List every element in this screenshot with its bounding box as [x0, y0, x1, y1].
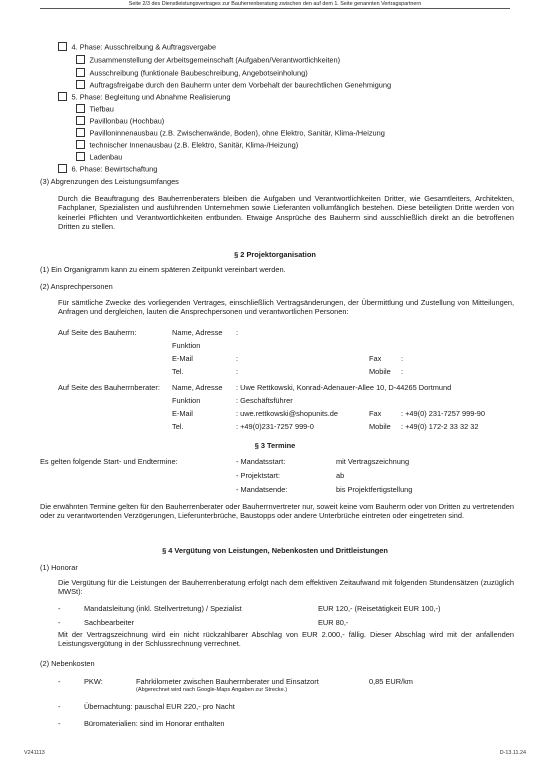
header-divider: [40, 8, 510, 9]
rate-value: EUR 80,-: [318, 618, 349, 627]
phase-5-item: [76, 152, 122, 162]
phase-4-label: 4. Phase: Ausschreibung & Auftragsvergabe: [71, 42, 217, 52]
phase-5-checkbox[interactable]: [58, 92, 67, 101]
berater-tel-value: : +49(0)231-7257 999-0: [236, 422, 314, 431]
phase-6-label: 6. Phase: Bewirtschaftung: [71, 164, 158, 174]
cost-pkw-label: PKW:: [84, 677, 103, 686]
cost-uebernachtung-text: Übernachtung: pauschal EUR 220,- pro Nacht: [84, 702, 235, 711]
page-header: [0, 1, 550, 8]
berater-tel-label: Tel.: [172, 422, 184, 431]
phase-4-item-checkbox[interactable]: [76, 55, 85, 64]
phase-5-label: 5. Phase: Begleitung und Abnahme Realisierung: [71, 92, 231, 102]
phase-4-item-label: Auftragsfreigabe durch den Bauherrn unter dem Vorbehalt der baurechtlichen Genehmigung: [89, 80, 392, 90]
berater-name-label: Name, Adresse: [172, 383, 223, 392]
rate-row: [58, 604, 242, 613]
rate-bullet: -: [58, 604, 61, 613]
cost-bullet: -: [58, 719, 61, 728]
sec2-p2-text: Für sämtliche Zwecke des vorliegenden Vertrages, einschließlich Vertragsänderungen, der Übermittlung und Zustellung von Mitteilungen, Anfragen und dergleichen, lauten die Ansprechpersonen und verantwortlichen Personen:: [58, 298, 514, 317]
berater-mobile-value: : +49(0) 172-2 33 32 32: [401, 422, 479, 431]
phase-4-item: [76, 68, 308, 78]
rate-label: Sachbearbeiter: [84, 618, 135, 627]
berater-fax-value: : +49(0) 231-7257 999-90: [401, 409, 486, 418]
phase-5-item: [76, 128, 385, 138]
sec3-row-label: - Mandatsstart:: [236, 457, 286, 466]
footer-left: V241113: [24, 750, 45, 756]
bauherr-tel-value: :: [236, 367, 239, 376]
sec2-title: § 2 Projektorganisation: [234, 250, 316, 259]
phase-5-item-label: Pavilloninnenausbau (z.B. Zwischenwände, Boden), ohne Elektro, Sanitär, Klima-/Heizung: [89, 128, 385, 138]
rate-bullet: -: [58, 618, 61, 627]
sec4-h1: (1) Honorar: [40, 563, 78, 572]
phase-5-item-label: Pavillonbau (Hochbau): [89, 116, 165, 126]
phase-5-item-checkbox[interactable]: [76, 116, 85, 125]
phase-4: [58, 42, 216, 52]
sec3-row-label: - Projektstart:: [236, 471, 280, 480]
header-title: Seite 2/3 des Dienstleistungsvertrages zur Bauherrenberatung zwischen den auf dem 1. Seite genannten Vertragspartnern: [128, 1, 422, 7]
phase-6-checkbox[interactable]: [58, 164, 67, 173]
bauherr-mobile-value: :: [401, 367, 404, 376]
footer-right: D-13.11.24: [499, 750, 526, 756]
berater-funktion-label: Funktion: [172, 396, 201, 405]
phase-5-item: [76, 116, 164, 126]
bauherr-fax-label: Fax: [369, 354, 382, 363]
cost-pkw-desc: Fahrkilometer zwischen Bauherrnberater und Einsatzort: [136, 677, 319, 686]
bauherr-side-label: Auf Seite des Bauherrn:: [58, 328, 137, 337]
rate-row: [58, 618, 134, 627]
sec3-row-value: bis Projektfertigstellung: [336, 485, 413, 494]
phase-4-checkbox[interactable]: [58, 42, 67, 51]
sec3-row-value: ab: [336, 471, 345, 480]
bauherr-email-value: :: [236, 354, 239, 363]
sec3-text: Die erwähnten Termine gelten für den Bauherrenberater oder Bauherrnvertreter nur, soweit keine vom Bauherrn oder von Dritten zu vertretenden oder zu verantwortenden Verzögerungen, Lieferunterbrüche, Baustopps oder andere Unterbrüche eintreten oder eingetreten sind.: [40, 502, 514, 521]
sec4-h1-text: Die Vergütung für die Leistungen der Bauherrenberatung erfolgt nach dem effektiven Zeitaufwand mit folgenden Stundensätzen (zuzüglich MWSt):: [58, 578, 514, 597]
bauherr-fax-value: :: [401, 354, 404, 363]
cost-pkw: [58, 677, 103, 686]
bauherr-email-label: E-Mail: [172, 354, 193, 363]
phase-5-item-label: Ladenbau: [89, 152, 123, 162]
cost-bueromaterial-text: Büromaterialien: sind im Honorar enthalten: [84, 719, 225, 728]
cost-pkw-note: (Abgerechnet wird nach Google-Maps Angaben zur Strecke.): [136, 687, 288, 693]
bauherr-tel-label: Tel.: [172, 367, 184, 376]
sec4-h1-text2: Mit der Vertragszeichnung wird ein nicht rückzahlbarer Abschlag von EUR 2.000,- fällig. Dieser Abschlag wird mit der anfallenden Leistungsvergütung in der Schlussrechnung verrechnet.: [58, 630, 514, 649]
phase-5-item: [76, 104, 114, 114]
bauherr-mobile-label: Mobile: [369, 367, 391, 376]
phase-6: [58, 164, 157, 174]
sec3-title: § 3 Termine: [254, 441, 296, 450]
phase-4-item: [76, 55, 340, 65]
phase-4-item-checkbox[interactable]: [76, 80, 85, 89]
phase-4-item-checkbox[interactable]: [76, 68, 85, 77]
sec3-intro: Es gelten folgende Start- und Endtermine:: [40, 457, 178, 466]
rate-label: Mandatsleitung (inkl. Stellvertretung) / Spezialist: [84, 604, 242, 613]
phase-5-item-label: Tiefbau: [89, 104, 114, 114]
phase-5-item-checkbox[interactable]: [76, 104, 85, 113]
phase-4-item: [76, 80, 391, 90]
sec2-p1: (1) Ein Organigramm kann zu einem späteren Zeitpunkt vereinbart werden.: [40, 265, 286, 274]
berater-fax-label: Fax: [369, 409, 382, 418]
cost-bullet: -: [58, 702, 61, 711]
cost-pkw-value: 0,85 EUR/km: [369, 677, 413, 686]
cost-bullet: -: [58, 677, 61, 686]
phase-5-item-checkbox[interactable]: [76, 140, 85, 149]
cost-uebernachtung: [58, 702, 235, 711]
bauherr-funktion-label: Funktion: [172, 341, 201, 350]
bauherr-name-label: Name, Adresse: [172, 328, 223, 337]
berater-email-label: E-Mail: [172, 409, 193, 418]
phase-5-item: [76, 140, 298, 150]
sec2-p2: (2) Ansprechpersonen: [40, 282, 113, 291]
sec4-title: § 4 Vergütung von Leistungen, Nebenkosten und Drittleistungen: [162, 546, 388, 555]
sec3-row-value: mit Vertragszeichnung: [336, 457, 410, 466]
berater-funktion-value: : Geschäftsführer: [236, 396, 293, 405]
berater-mobile-label: Mobile: [369, 422, 391, 431]
section-3-text: Durch die Beauftragung des Bauherrenberaters bleiben die Aufgaben und Verantwortlichkeiten Dritter, wie Gesamtleiters, Architekten, Fachplaner, Spezialisten und ausführenden Unternehmen sowie Lieferanten vollumfänglich bestehen. Diese beteiligten Dritte werden von keinerlei Pflichten und Verantwortlichkeiten entbunden. Etwaige Ansprüche des Bauherrn sind ausschließlich direkt an die betroffenen Dritten zu stellen.: [58, 194, 514, 231]
phase-4-item-label: Ausschreibung (funktionale Baubeschreibung, Angebotseinholung): [89, 68, 308, 78]
berater-side-label: Auf Seite des Bauherrnberater:: [58, 383, 160, 392]
rate-value: EUR 120,- (Reisetätigkeit EUR 100,-): [318, 604, 441, 613]
phase-5-item-checkbox[interactable]: [76, 152, 85, 161]
phase-5: [58, 92, 231, 102]
phase-5-item-label: technischer Innenausbau (z.B. Elektro, Sanitär, Klima-/Heizung): [89, 140, 299, 150]
sec3-row-label: - Mandatsende:: [236, 485, 288, 494]
phase-4-item-label: Zusammenstellung der Arbeitsgemeinschaft (Aufgaben/Verantwortlichkeiten): [89, 55, 341, 65]
section-3-heading: (3) Abgrenzungen des Leistungsumfanges: [40, 177, 179, 186]
bauherr-name-value: :: [236, 328, 239, 337]
berater-email-value[interactable]: : uwe.rettkowski@shopunits.de: [236, 409, 338, 418]
phase-5-item-checkbox[interactable]: [76, 128, 85, 137]
sec4-h2: (2) Nebenkosten: [40, 659, 95, 668]
cost-bueromaterial: [58, 719, 225, 728]
berater-name-value: : Uwe Rettkowski, Konrad-Adenauer-Allee 10, D-44265 Dortmund: [236, 383, 452, 392]
